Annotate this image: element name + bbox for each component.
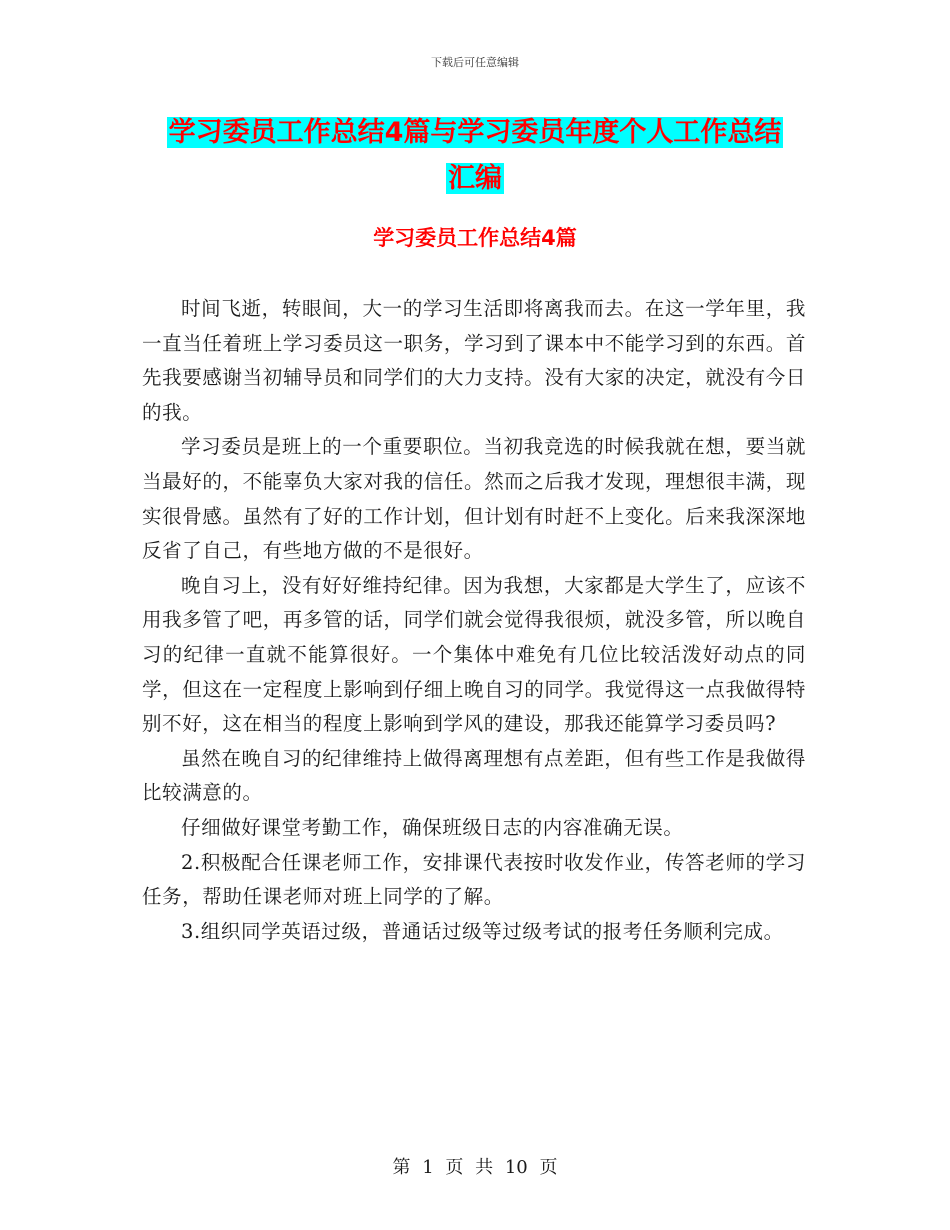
paragraph: 时间飞逝，转眼间，大一的学习生活即将离我而去。在这一学年里，我一直当任着班上学习委员这一职务，学习到了课本中不能学习到的东西。首先我要感谢当初辅导员和同学们的大力支持。没有大家的决定，就没有今日的我。 bbox=[142, 297, 806, 424]
paragraph: 3.组织同学英语过级，普通话过级等过级考试的报考任务顺利完成。 bbox=[181, 919, 784, 943]
section-title: 学习委员工作总结4篇 bbox=[373, 226, 577, 250]
page-number-footer: 第 1 页 共 10 页 bbox=[392, 1157, 558, 1178]
header-note: 下载后可任意编辑 bbox=[431, 56, 519, 69]
document-title bbox=[140, 110, 810, 202]
paragraph: 晚自习上，没有好好维持纪律。因为我想，大家都是大学生了，应该不用我多管了吧，再多管的话，同学们就会觉得我很烦，就没多管，所以晚自习的纪律一直就不能算很好。一个集体中难免有几位比较活泼好动点的同学，但这在一定程度上影响到仔细上晚自习的同学。我觉得这一点我做得特别不好，这在相当的程度上影响到学风的建设，那我还能算学习委员吗? bbox=[142, 573, 806, 736]
document-body bbox=[142, 292, 806, 949]
paragraph: 虽然在晚自习的纪律维持上做得离理想有点差距，但有些工作是我做得比较满意的。 bbox=[142, 746, 806, 805]
paragraph: 仔细做好课堂考勤工作，确保班级日志的内容准确无误。 bbox=[181, 815, 684, 839]
document-title-line-2: 汇编 bbox=[448, 163, 502, 194]
paragraph: 学习委员是班上的一个重要职位。当初我竞选的时候我就在想，要当就当最好的，不能辜负大家对我的信任。然而之后我才发现，理想很丰满，现实很骨感。虽然有了好的工作计划，但计划有时赶不上变化。后来我深深地反省了自己，有些地方做的不是很好。 bbox=[142, 435, 806, 563]
document-title-line-1: 学习委员工作总结4篇与学习委员年度个人工作总结 bbox=[168, 117, 782, 148]
paragraph: 2.积极配合任课老师工作，安排课代表按时收发作业，传答老师的学习任务，帮助任课老师对班上同学的了解。 bbox=[142, 850, 806, 909]
